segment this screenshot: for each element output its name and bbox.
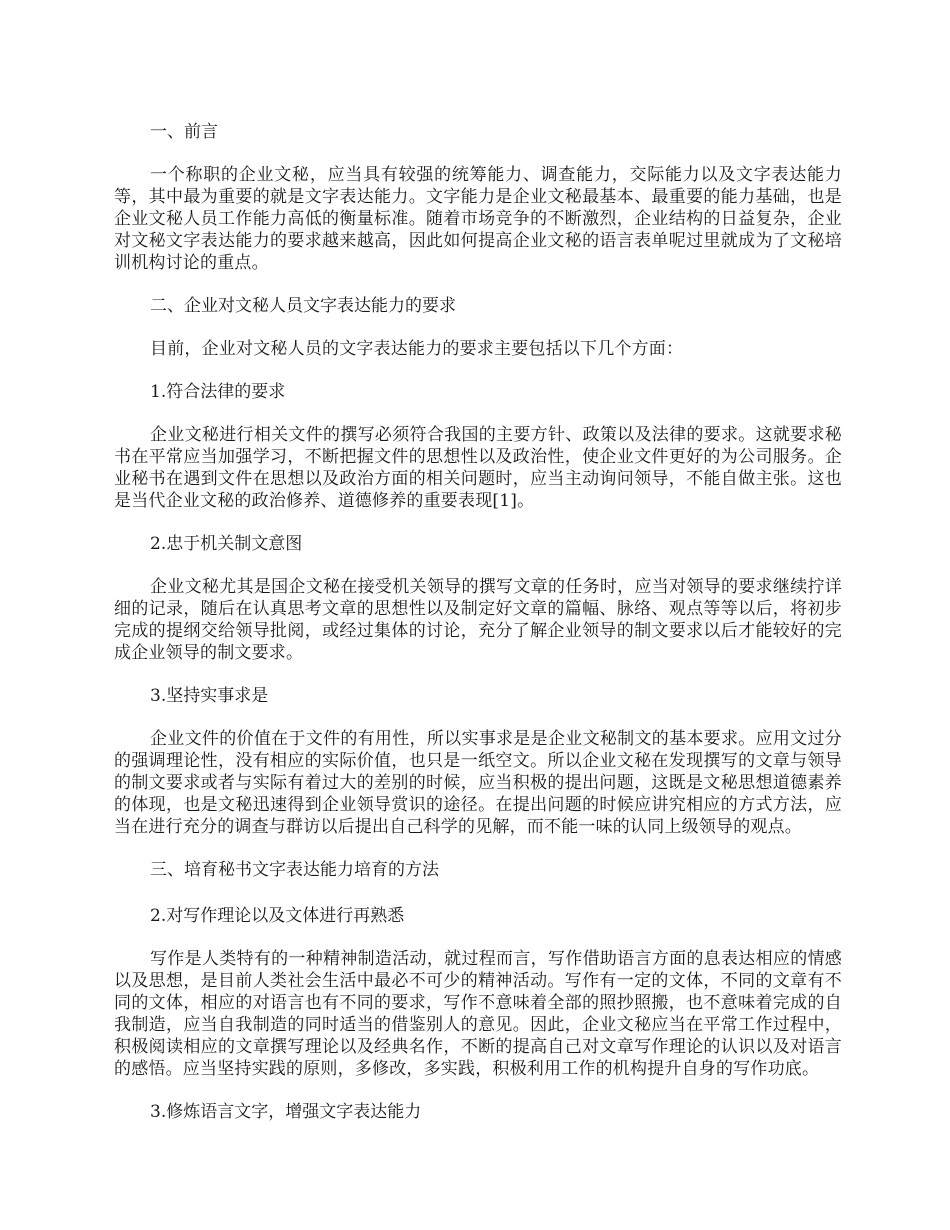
subheading-language: 3.修炼语言文字，增强文字表达能力: [150, 1102, 422, 1122]
paragraph-theory: 写作是人类特有的一种精神制造活动，就过程而言，写作借助语言方面的息表达相应的情感以及思想，是目前人类社会生活中最必不可少的精神活动。写作有一定的文体，不同的文章有不同的文体，相应的对语言也有不同的要求，写作不意味着全部的照抄照搬，也不意味着完成的自我制造，应当自我制造的同时适当的借鉴别人的意见。因此，企业文秘应当在平常工作过程中，积极阅读相应的文章撰写理论以及经典名作，不断的提高自己对文章写作理论的认识以及对语言的感悟。应当坚持实践的原则，多修改，多实践，积极利用工作的机构提升自身的写作功底。: [114, 949, 842, 1079]
subheading-intent: 2.忠于机关制文意图: [150, 534, 303, 554]
paragraph-intent: 企业文秘尤其是国企文秘在接受机关领导的撰写文章的任务时，应当对领导的要求继续拧详细的记录，随后在认真思考文章的思想性以及制定好文章的篇幅、脉络、观点等等以后，将初步完成的提纲交给领导批阅，或经过集体的讨论，充分了解企业领导的制文要求以后才能较好的完成企业领导的制文要求。: [114, 577, 842, 663]
document-body: [114, 118, 842, 1144]
paragraph-preface: 一个称职的企业文秘，应当具有较强的统筹能力、调查能力，交际能力以及文字表达能力等，其中最为重要的就是文字表达能力。文字能力是企业文秘最基本、最重要的能力基础，也是企业文秘人员工作能力高低的衡量标准。随着市场竞争的不断激烈，企业结构的日益复杂，企业对文秘文字表达能力的要求越来越高，因此如何提高企业文秘的语言表单呢过里就成为了文秘培训机构讨论的重点。: [114, 165, 842, 273]
paragraph-legal: 企业文秘进行相关文件的撰写必须符合我国的主要方针、政策以及法律的要求。这就要求秘书在平常应当加强学习，不断把握文件的思想性以及政治性，使企业文件更好的为公司服务。企业秘书在遇到文件在思想以及政治方面的相关问题时，应当主动询问领导，不能自做主张。这也是当代企业文秘的政治修养、道德修养的重要表现[1]。: [114, 425, 842, 511]
section-heading-preface: 一、前言: [150, 122, 218, 142]
paragraph-facts: 企业文件的价值在于文件的有用性，所以实事求是是企业文秘制文的基本要求。应用文过分的强调理论性，没有相应的实际价值，也只是一纸空文。所以企业文秘在发现撰写的文章与领导的制文要求或者与实际有着过大的差别的时候，应当积极的提出问题，这既是文秘思想道德素养的体现，也是文秘迅速得到企业领导赏识的途径。在提出问题的时候应讲究相应的方式方法，应当在进行充分的调查与群访以后提出自己科学的见解，而不能一味的认同上级领导的观点。: [114, 729, 842, 837]
subheading-facts: 3.坚持实事求是: [150, 686, 269, 706]
section-heading-requirements: 二、企业对文秘人员文字表达能力的要求: [150, 296, 456, 316]
paragraph-requirements-intro: 目前，企业对文秘人员的文字表达能力的要求主要包括以下几个方面：: [150, 339, 684, 359]
subheading-legal: 1.符合法律的要求: [150, 382, 286, 402]
section-heading-methods: 三、培育秘书文字表达能力培育的方法: [150, 860, 439, 880]
subheading-theory: 2.对写作理论以及文体进行再熟悉: [150, 906, 405, 926]
